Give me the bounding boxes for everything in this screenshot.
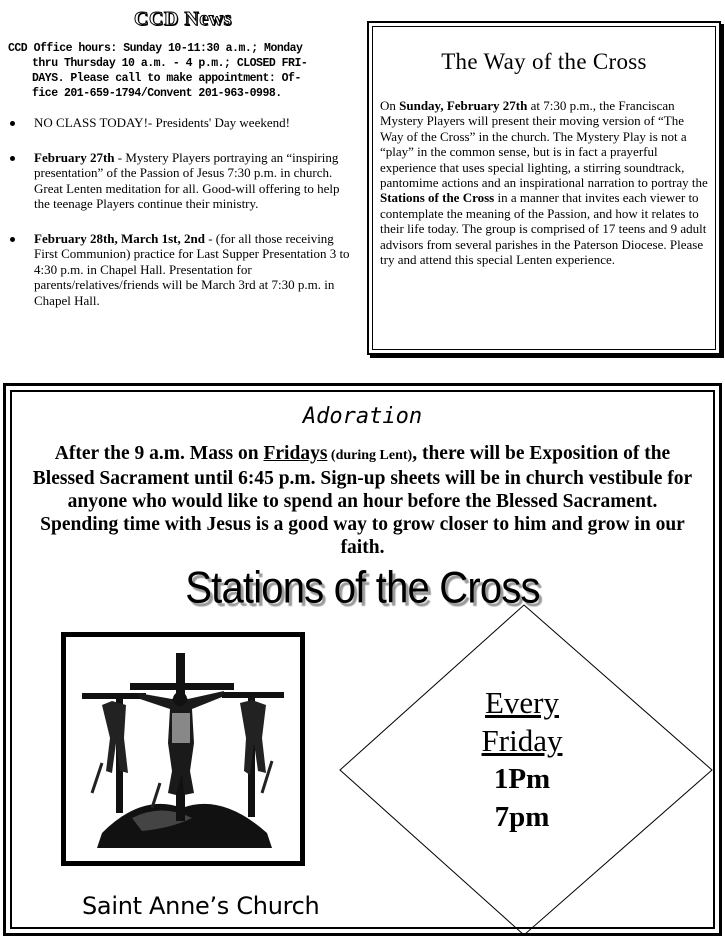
adoration-text-1: After the 9 a.m. Mass on [54, 443, 264, 464]
ccd-office-hours [8, 41, 358, 101]
office-hours-line-1: CCD Office hours: Sunday 10-11:30 a.m.; Monday [8, 42, 303, 55]
way-of-the-cross-box [367, 21, 721, 355]
adoration-text-2: , there will be Exposition of the Blessed Sacrament until 6:45 p.m. Sign-up sheets will be in church vestibule for anyone who would like to spend an hour before the Blessed Sacrament. Spending time with Jesus is a good way to grow closer to him and grow in our faith. [32, 443, 693, 558]
way-of-the-cross-title: The Way of the Cross [441, 49, 647, 74]
bullet-icon [10, 156, 15, 161]
way-of-the-cross-inner [372, 26, 716, 350]
ccd-news-section [8, 8, 358, 327]
schedule-friday: Friday [481, 723, 563, 758]
body-date: Sunday, February 27th [399, 98, 528, 113]
adoration-frame [3, 383, 722, 936]
crucifixion-picture [61, 632, 305, 866]
schedule-time-1: 1Pm [493, 763, 551, 795]
body-stations: Stations of the Cross [380, 190, 495, 206]
ccd-announcement-mystery-players [8, 150, 358, 212]
ccd-announcement-list [8, 115, 358, 308]
crucifixion-icon [72, 643, 294, 855]
adoration-during-lent: (during Lent) [327, 448, 413, 463]
adoration-title: Adoration [302, 404, 423, 429]
stations-heading: Stations of the Cross [185, 563, 540, 613]
announcement-text: NO CLASS TODAY!- Presidents' Day weekend! [34, 115, 290, 130]
adoration-body [30, 442, 695, 559]
adoration-fridays: Fridays [263, 443, 328, 464]
body-end: in a manner that invites each viewer to contemplate the meaning of the Passion, and how it relates to their life today. The group is comprised of 17 teens and 9 adult advisors from several parishes in the Paterson Diocese. Please try and attend this special Lenten experience. [380, 190, 707, 268]
announcement-date: February 28th, March 1st, 2nd [34, 230, 205, 246]
schedule-every: Every [484, 685, 560, 720]
ccd-announcement-last-supper [8, 231, 358, 309]
adoration-inner-frame [10, 390, 715, 929]
schedule-time-2: 7pm [494, 801, 550, 833]
bullet-icon [10, 121, 15, 126]
announcement-date: February 27th [34, 149, 115, 165]
schedule-text [472, 684, 572, 836]
way-of-the-cross-body [380, 98, 708, 267]
office-hours-line-2: thru Thursday 10 a.m. - 4 p.m.; CLOSED FRI- [32, 57, 308, 70]
bullet-icon [10, 237, 15, 242]
office-hours-line-4: fice 201-659-1794/Convent 201-963-0998. [32, 87, 282, 100]
announcement-text: - (for all those receiving First Communion) practice for Last Supper Presentation 3 to 4:30 p.m. in Chapel Hall. Presentation for parents/relatives/friends will be March 3rd at 7:30 p.m. in Chapel Hall. [34, 230, 350, 308]
announcement-text: - Mystery Players portraying an “inspiring presentation” of the Passion of Jesus 7:30 p.m. in church. Great Lenten meditation for all. Good-will offering to help the teenage Players continue their ministry. [34, 149, 340, 211]
ccd-news-title: CCD News [134, 8, 232, 30]
office-hours-line-3: DAYS. Please call to make appointment: Of- [32, 72, 301, 85]
church-name: Saint Anne’s Church [82, 892, 320, 920]
body-intro: On [380, 98, 400, 113]
ccd-announcement-no-class [8, 115, 358, 131]
body-middle: at 7:30 p.m., the Franciscan Mystery Players will present their moving version of “The Way of the Cross” in the church. The Mystery Play is not a “play” in the common sense, but is in fact a prayerful experience that uses special lighting, a stirring soundtrack, pantomime actions and an inspirational narration to portray the [380, 98, 708, 191]
